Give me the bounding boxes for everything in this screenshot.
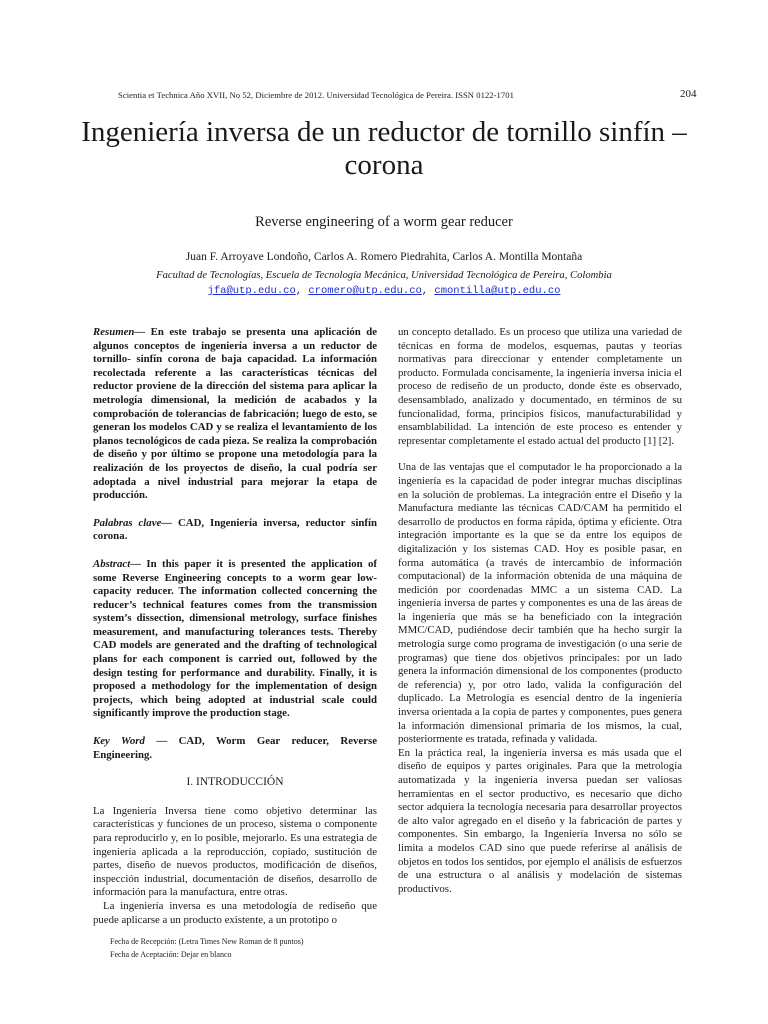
journal-running-head: Scientia et Technica Año XVII, No 52, Diciembre de 2012. Universidad Tecnológica de Pereira. ISSN 0122-1701 [118,90,514,100]
body-paragraph-2: Una de las ventajas que el computador le ha proporcionado a la ingeniería es la capacidad de poder integrar muchas disciplinas en la solución de problemas. La integración entre el Diseño y la Manufactura mediante las técnicas CAD/CAM ha permitido el desarrollo de productos en forma rápida, óptima y eficiente. Otra integración importante es la que se da entre los equipos de digitalización y los sistemas CAD. Hoy es posible pasar, en forma automática (a través de intercambio de información computacional) de la información obtenida de una máquina de medición por coordenadas MMC a un sistema CAD. La ingeniería inversa de partes y componentes es una de las áreas de la ingeniería que más se ha beneficiado con la integración MMC/CAD, pudiéndose decir también que ha hecho surgir la metrología surge como programa de investigación (o una serie de programas) que tiene dos objetivos principales: por un lado genera la información dimensional de los componentes (producto de referencia) y, por otro lado, valida la configuración del duplicado. La Metrología es esencial dentro de la ingeniería inversa orientada a la copia de partes y componentes, pues genera la información dimensional primaria de los mismos, la cual, posteriormente es tratada, refinada y validada. [398,461,682,746]
footnote-acceptance-date: Fecha de Aceptación: Dejar en blanco [110,950,232,959]
body-paragraph-1: un concepto detallado. Es un proceso que utiliza una variedad de técnicas en forma de modelos, esquemas, pautas y teorías normativas para direccionar y entender completamente un producto. Formulada concisamente, la ingeniería inversa inicia el proceso de rediseño de un producto, donde éste es observado, desensamblado, analizado y documentado, en términos de su funcionalidad, forma, principios físicos, manufacturabilidad y ensamblabilidad. La intención de este proceso es entender y representar completamente el estado actual del producto [1] [2]. [398,326,682,447]
keywords-es-text: CAD, Ingeniería inversa, reductor sinfín corona. [93,516,377,543]
keywords-es-label: Palabras clave— [93,516,173,529]
keywords-es [93,517,377,544]
english-title: Reverse engineering of a worm gear reducer [255,214,513,230]
abstract-es-label: Resumen— [93,326,146,338]
paper-title: Ingeniería inversa de un reductor de tornillo sinfín – corona [81,116,687,181]
abstract-es [93,326,377,503]
intro-paragraph-2: La ingeniería inversa es una metodología de rediseño que puede aplicarse a un producto existente, a un prototipo o [93,899,377,926]
abstract-en-label: Abstract— [93,557,141,570]
abstract-en-text: In this paper it is presented the application of some Reverse Engineering concepts to a worm gear low-capacity reducer. The information collected concerning the reducer’s technical features comes from the transmission system’s dissection, dimensional metrology, surface finishes measurement, and manufacturing tolerances tests. Thereby CAD models are generated and the drafting of technological plans for each component is carried out, followed by the design testing for performance and durability. Finally, it is proposed a methodology for the implementation of design projects, which being adopted at industrial scale could significantly improve the production stage. [93,557,377,720]
right-column [398,326,682,896]
affiliation-line: Facultad de Tecnologías, Escuela de Tecnología Mecánica, Universidad Tecnológica de Pereira, Colombia [156,270,612,281]
left-column [93,326,377,927]
keywords-en-text: — CAD, Worm Gear reducer, Reverse Engineering. [93,735,377,761]
abstract-en [93,558,377,721]
email-link-1[interactable]: jfa@utp.edu.co [207,285,296,297]
abstract-es-text: En este trabajo se presenta una aplicación de algunos conceptos de ingeniería inversa a un reductor de tornillo- sinfín corona de baja capacidad. La información recolectada referente a las características técnicas del reductor proviene de la dirección del sistema para aplicar la metrología dimensional, la medición de acabados y la comprobación de tolerancias de fabricación; luego de esto, se generan los modelos CAD y se realiza el levantamiento de los planos tecnológicos de cada pieza. Se realiza la comprobación de diseño y por último se propone una metodología para la realización de los proyectos de diseño, la cual podría ser adoptada a nivel industrial para mejorar la etapa de producción. [93,326,377,502]
footnote-reception-date: Fecha de Recepción: (Letra Times New Roman de 8 puntos) [110,937,304,946]
footnotes [110,935,380,961]
keywords-en [93,735,377,762]
keywords-en-label: Key Word [93,735,145,748]
email-link-2[interactable]: cromero@utp.edu.co [308,285,422,297]
page-number: 204 [680,88,697,100]
intro-paragraph-1: La Ingeniería Inversa tiene como objetivo determinar las características y funciones de un proceso, sistema o componente para reproducirlo y, en lo posible, mejorarlo. Es una estrategia de ingeniería aplicada a la reproducción, copiado, sustitución de partes, diseño de nuevos productos, modificación de diseños, inspección industrial, documentación de diseños, desarrollo de información para la manufactura, entre otras. [93,804,377,899]
section-heading-introduccion: I. INTRODUCCIÓN [186,776,284,789]
email-link-3[interactable]: cmontilla@utp.edu.co [434,285,561,297]
body-paragraph-3: En la práctica real, la ingeniería inversa es más usada que el diseño de equipos y partes originales. Para que la metrología automatizada y la ingeniería inversa puedan ser valiosas herramientas en el sector productivo, es necesario que dicho sector adquiera la tecnología necesaria para desarrollar proyectos de alto valor agregado en el diseño y la fabricación de partes y componentes. Sin embargo, la Ingeniería Inversa no sólo se limita a modelos CAD sino que puede referirse al análisis de objetos en todos los sentidos, por ejemplo el análisis de esfuerzos de una estructura o al análisis y modelación de sistemas productivos. [398,746,682,895]
email-list: jfa@utp.edu.co, cromero@utp.edu.co, cmontilla@utp.edu.co [207,285,561,297]
authors-line: Juan F. Arroyave Londoño, Carlos A. Romero Piedrahita, Carlos A. Montilla Montaña [185,251,583,263]
